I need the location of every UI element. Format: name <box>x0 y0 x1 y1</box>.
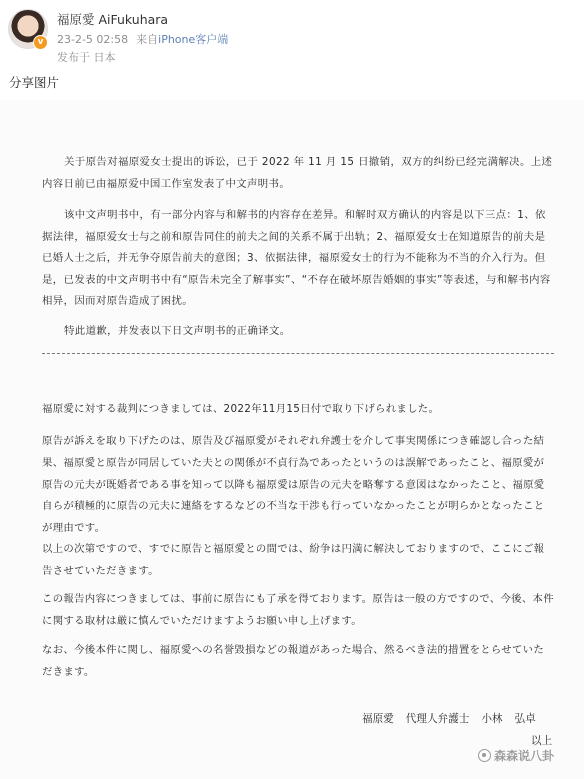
signature-role: 代理人弁護士 <box>405 713 470 725</box>
watermark-text: 森森说八卦 <box>494 749 555 763</box>
watermark <box>478 747 554 764</box>
verified-badge-icon: v <box>33 35 48 50</box>
source-label: 来自 <box>136 33 159 46</box>
lawyer-surname: 小林 <box>481 713 503 725</box>
jp-paragraph-2: 原告が訴えを取り下げたのは、原告及び福原愛がそれぞれ弁護士を介して事実関係につき確認し合った結果、福原愛と原告が同居していた夫との関係が不貞行為であったというのは誤解であったこと、福原愛が原告の元夫が既婚者である事を知って以降も福原愛は原告の元夫を略奪する意図はなかったこと、福原愛自らが積極的に原告の元夫に連絡をするなどの不当な干渉も行っていなかったことが明らかとなったことが理由です。 <box>42 435 545 535</box>
post-text: 分享图片 <box>9 75 60 90</box>
signature-line <box>362 711 536 726</box>
lawyer-given-name: 弘卓 <box>514 713 536 725</box>
post-header <box>0 0 584 70</box>
device-link[interactable]: iPhone客户端 <box>158 33 229 46</box>
post-location: 发布于 日本 <box>57 51 116 64</box>
post-meta <box>57 31 228 47</box>
closing-text: 以上 <box>531 735 553 747</box>
jp-paragraph-1: 福原愛に対する裁判につきましては、2022年11月15日付で取り下げられました。 <box>42 403 440 415</box>
zh-paragraph-1: 关于原告对福原爱女士提出的诉讼，已于 2022 年 11 月 15 日撤销，双方的纠纷已经完满解决。上述内容日前已由福原爱中国工作室发表了中文声明书。 <box>42 156 553 190</box>
post-time: 23-2-5 02:58 <box>57 33 129 46</box>
zh-paragraph-3: 特此道歉，并发表以下日文声明书的正确译文。 <box>64 325 291 337</box>
watermark-logo-icon <box>478 749 491 762</box>
section-divider <box>42 353 554 354</box>
zh-paragraph-2: 该中文声明书中，有一部分内容与和解书的内容存在差异。和解时双方确认的内容是以下三点：1、依据法律，福原爱女士与之前和原告同住的前夫之间的关系不属于出轨；2、福原爱女士在知道原告的前夫是已婚人士之后，并无争夺原告前夫的意图；3、依据法律，福原爱女士的行为不能称为不当的介入行为。但是，已发表的中文声明书中有“原告未完全了解事实”、“不存在破坏原告婚姻的事实”等表述，与和解书内容相异，因而对原告造成了困扰。 <box>42 209 551 307</box>
jp-paragraph-4: この報告内容につきましては、事前に原告にも了承を得ております。原告は一般の方ですので、今後、本件に関する取材は厳に慎んでいただけますようお願い申し上げます。 <box>42 593 554 627</box>
jp-paragraph-5: なお、今後本件に関し、福原愛への名誉毀損などの報道があった場合、然るべき法的措置をとらせていただきます。 <box>42 644 545 678</box>
jp-paragraph-3: 以上の次第ですので、すでに原告と福原愛との間では、紛争は円満に解決しておりますので、ここにご報告させていただきます。 <box>42 543 545 577</box>
statement-image[interactable] <box>0 100 584 779</box>
username[interactable]: 福原愛 AiFukuhara <box>57 12 169 27</box>
signature-name: 福原愛 <box>362 713 394 725</box>
